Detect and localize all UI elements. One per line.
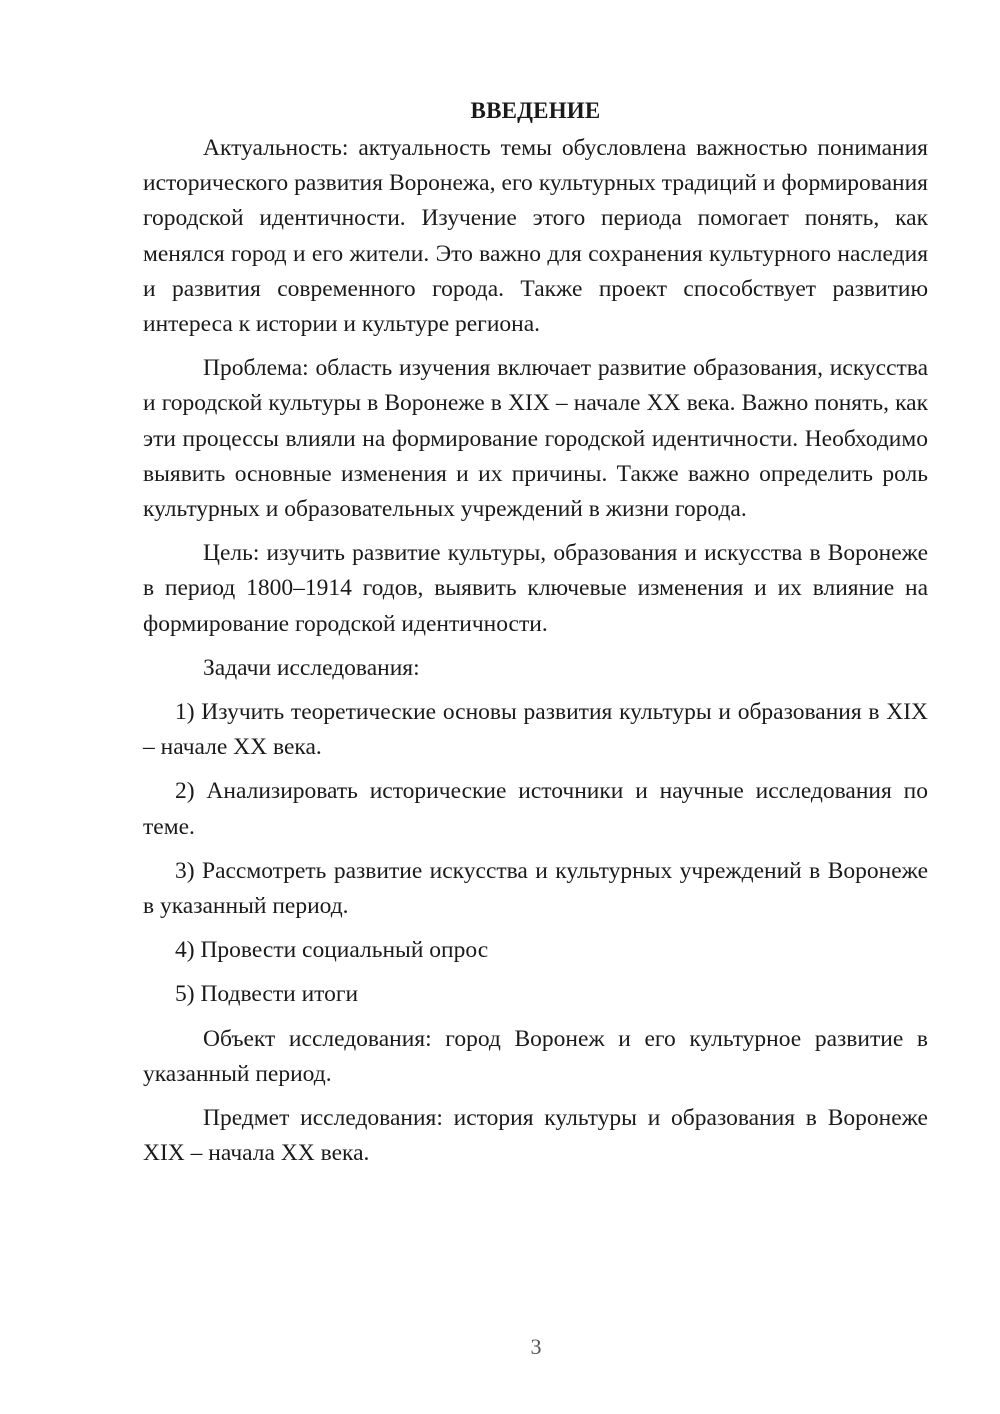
task-item: 4) Провести социальный опрос (175, 937, 489, 964)
task-item: 3) Рассмотреть развитие искусства и культурных учреждений в Воронеже в указанный период. (143, 857, 928, 920)
problem-paragraph: Проблема: область изучения включает развитие образования, искусства и городской культуры в Воронеже в XIX – начале XX века. Важно понять, как эти процессы влияли на формирование городской идентичности. Необходимо выявить основные изменения и их причины. Также важно определить роль культурных и образовательных учреждений в жизни города. (143, 355, 928, 523)
subject-paragraph: Предмет исследования: история культуры и образования в Воронеже XIX – начала XX века. (143, 1105, 928, 1167)
page-content (143, 96, 928, 1180)
relevance-paragraph: Актуальность: актуальность темы обусловлена важностью понимания исторического развития Воронежа, его культурных традиций и формирования городской идентичности. Изучение этого периода помогает понять, как менялся город и его жители. Это важно для сохранения культурного наследия и развития современного города. Также проект способствует развитию интереса к истории и культуре региона. (143, 135, 928, 338)
page-number: 3 (530, 1334, 542, 1359)
task-item: 2) Анализировать исторические источники и научные исследования по теме. (143, 778, 928, 840)
section-heading: ВВЕДЕНИЕ (470, 98, 601, 123)
tasks-intro: Задачи исследования: (203, 654, 420, 681)
object-paragraph: Объект исследования: город Воронеж и его культурное развитие в указанный период. (143, 1025, 928, 1087)
task-item: 1) Изучить теоретические основы развития культуры и образования в XIX – начале XX века. (143, 699, 928, 761)
goal-paragraph: Цель: изучить развитие культуры, образования и искусства в Воронеже в период 1800–1914 годов, выявить ключевые изменения и их влияние на формирование городской идентичности. (143, 540, 928, 637)
task-item: 5) Подвести итоги (175, 981, 359, 1008)
